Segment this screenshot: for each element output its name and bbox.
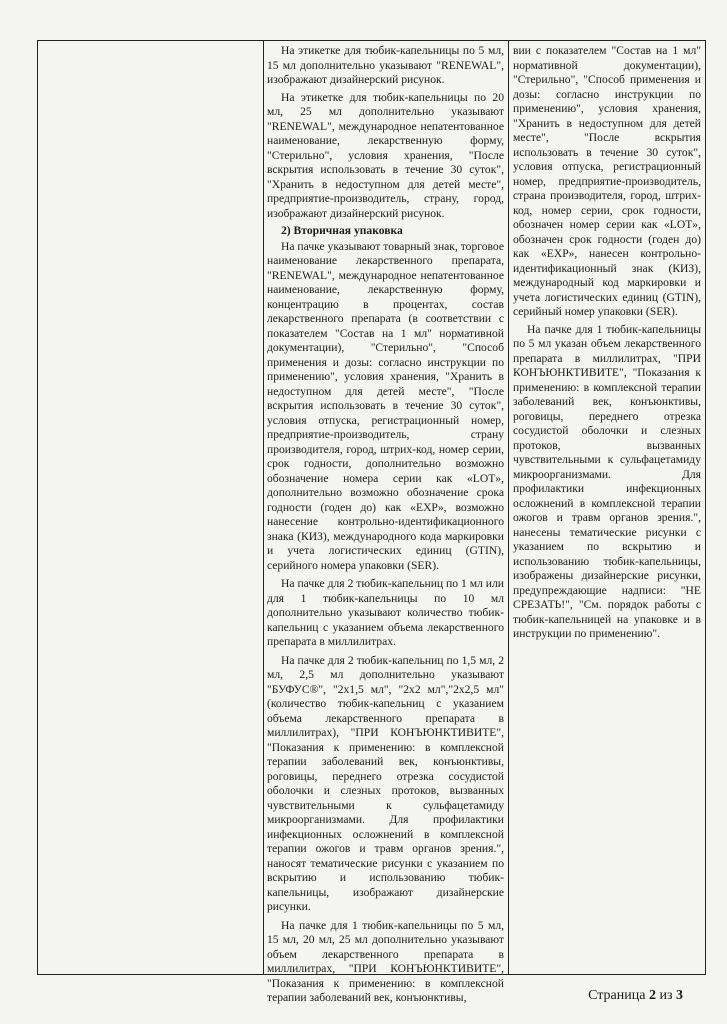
carton-1x-paragraph: На пачке для 1 тюбик-капельницы по 5 мл, 15 мл, 20 мл, 25 мл дополнительно указывают объем лекарственного препарата в миллилитрах, "ПРИ КОНЪЮНКТИВИТЕ", "Показания к применению: в комплексной терапии заболеваний век, конъюнктивы, <box>267 918 504 1004</box>
carton-2x-paragraph: На пачке для 2 тюбик-капельниц по 1,5 мл, 2 мл, 2,5 мл дополнительно указывают "БУФУС®", "2х1,5 мл", "2х2 мл","2х2,5 мл" (количество тюбик-капельниц с указанием объема лекарственного препарата в миллилитрах), "ПРИ КОНЪЮНКТИВИТЕ", "Показания к применению: в комплексной терапии заболеваний век, конъюнктивы, роговицы, переднего отрезка сосудистой оболочки и слезных протоков, вызванных чувствительными к сульфацетамиду микроорганизмами. Для профилактики инфекционных осложнений в комплексной терапии ожогов и травм органов зрения.", наносят тематические рисунки с указанием по вскрытию и использованию тюбик-капельницы, изображают дизайнерские рисунки. <box>267 653 504 913</box>
carton-general-paragraph: На пачке указывают товарный знак, торговое наименование лекарственного препарата, "RENEWAL", международное непатентованное наименование, лекарственную форму, концентрацию в процентах, состав лекарственного препарата (в соответствии с показателем "Состав на 1 мл" нормативной документации), "Стерильно", "Способ применения и дозы: согласно инструкции по применению", условия хранения, "Хранить в недоступном для детей месте", "После вскрытия использовать в течение 30 суток", условия отпуска, регистрационный номер, предприятие-производитель, страну производителя, город, штрих-код, номер серии, срок годности, дополнительно возможно обозначение номера серии как «LOT», дополнительно возможно обозначение срока годности (годен до) как «EXP», возможно нанесение контрольно-идентификационного знака (КИЗ), международного кода маркировки и учета логистических единиц (GTIN), серийного номера упаковки (SER). <box>267 239 504 572</box>
label-paragraph-5-15ml: На этикетке для тюбик-капельницы по 5 мл, 15 мл дополнительно указывают "RENEWAL", изображают дизайнерский рисунок. <box>267 44 504 86</box>
page-number-of: из <box>659 988 673 1003</box>
page-number-total: 3 <box>676 988 683 1003</box>
right-column <box>513 44 701 645</box>
page-number-prefix: Страница <box>588 988 646 1003</box>
page-number <box>588 988 683 1004</box>
column-divider-right <box>508 41 509 974</box>
label-paragraph-20-25ml: На этикетке для тюбик-капельницы по 20 мл, 25 мл дополнительно указывают "RENEWAL", международное непатентованное наименование, лекарственную форму, "Стерильно", условия хранения, "После вскрытия использовать в течение 30 суток", "Хранить в недоступном для детей месте", предприятие-производитель, страну, город, изображают дизайнерский рисунок. <box>267 90 504 220</box>
right-carton-5ml-paragraph: На пачке для 1 тюбик-капельницы по 5 мл указан объем лекарственного препарата в миллилитрах, "ПРИ КОНЪЮНКТИВИТЕ", "Показания к применению: в комплексной терапии заболеваний век, конъюнктивы, роговицы, переднего отрезка сосудистой оболочки и слезных протоков, вызванных чувствительными к сульфацетамиду микроорганизмами. Для профилактики инфекционных осложнений в комплексной терапии ожогов и травм органов зрения.", нанесены тематические рисунки с указанием по вскрытию и использованию тюбик-капельницы, изображены дизайнерские рисунки, предупреждающие надписи: "НЕ СРЕЗАТЬ!", "См. порядок работы с тюбик-капельницей на упаковке и в инструкции по применению". <box>513 322 701 640</box>
carton-2x1ml-paragraph: На пачке для 2 тюбик-капельниц по 1 мл или для 1 тюбик-капельницы по 10 мл дополнительно указывают количество тюбик-капельниц с указанием объема лекарственного препарата в миллилитрах. <box>267 577 504 648</box>
column-divider-left <box>263 41 264 974</box>
right-continuation-paragraph: вии с показателем "Состав на 1 мл" нормативной документации), "Стерильно", "Способ применения и дозы: согласно инструкции по применению", условия хранения, "Хранить в недоступном для детей месте", "После вскрытия использовать в течение 30 суток", условия отпуска, регистрационный номер, предприятие-производитель, страна производителя, город, штрих-код, номер серии, срок годности, обозначен номер серии как «LOT», обозначен срок годности (годен до) как «EXP», нанесен контрольно-идентификационный знак (КИЗ), международный код маркировки и учета логистических единиц (GTIN), серийный номер упаковки (SER). <box>513 44 701 318</box>
middle-column <box>267 44 504 1009</box>
section-heading-secondary-packaging: 2) Вторичная упаковка <box>281 224 403 237</box>
page-number-current: 2 <box>648 988 656 1003</box>
